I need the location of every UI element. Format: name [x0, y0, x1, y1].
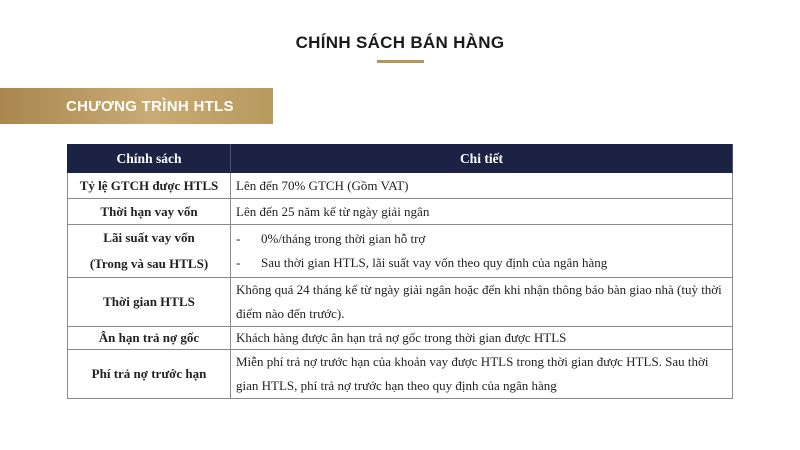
row-detail	[231, 225, 733, 278]
row-label: Thời hạn vay vốn	[68, 199, 231, 225]
section-banner-label: CHƯƠNG TRÌNH HTLS	[66, 97, 234, 115]
row-label: Tỷ lệ GTCH được HTLS	[68, 173, 231, 199]
table-row	[68, 173, 733, 199]
list-item	[236, 227, 727, 251]
row-label: Ân hạn trả nợ gốc	[68, 327, 231, 350]
row-detail: Miễn phí trả nợ trước hạn của khoản vay được HTLS trong thời gian được HTLS. Sau thời gian HTLS, phí trả nợ trước hạn theo quy định của ngân hàng	[231, 350, 733, 399]
row-label-line: (Trong và sau HTLS)	[89, 256, 209, 271]
row-label	[68, 225, 231, 278]
bullet-text: 0%/tháng trong thời gian hỗ trợ	[261, 231, 426, 246]
table-row	[68, 199, 733, 225]
row-detail: Lên đến 25 năm kể từ ngày giải ngân	[231, 199, 733, 225]
table-header-row	[68, 145, 733, 173]
bullet-marker: -	[236, 255, 241, 270]
table-row	[68, 225, 733, 278]
policy-table	[67, 144, 733, 399]
title-underline	[377, 60, 424, 63]
list-item	[236, 251, 727, 275]
bullet-marker: -	[236, 231, 241, 246]
row-detail: Khách hàng được ân hạn trả nợ gốc trong thời gian được HTLS	[231, 327, 733, 350]
row-label: Thời gian HTLS	[68, 278, 231, 327]
row-detail: Lên đến 70% GTCH (Gồm VAT)	[231, 173, 733, 199]
bullet-text: Sau thời gian HTLS, lãi suất vay vốn theo quy định của ngân hàng	[261, 255, 608, 270]
table-row	[68, 327, 733, 350]
row-label-line: Lãi suất vay vốn	[103, 230, 195, 245]
row-detail: Không quá 24 tháng kể từ ngày giải ngân hoặc đến khi nhận thông báo bàn giao nhà (tuỳ thời điểm nào đến trước).	[231, 278, 733, 327]
section-banner	[0, 88, 273, 124]
table-row	[68, 278, 733, 327]
row-label: Phí trả nợ trước hạn	[68, 350, 231, 399]
table-row	[68, 350, 733, 399]
column-header-details: Chi tiết	[231, 145, 733, 173]
column-header-policy: Chính sách	[68, 145, 231, 173]
page-title: CHÍNH SÁCH BÁN HÀNG	[295, 33, 505, 52]
